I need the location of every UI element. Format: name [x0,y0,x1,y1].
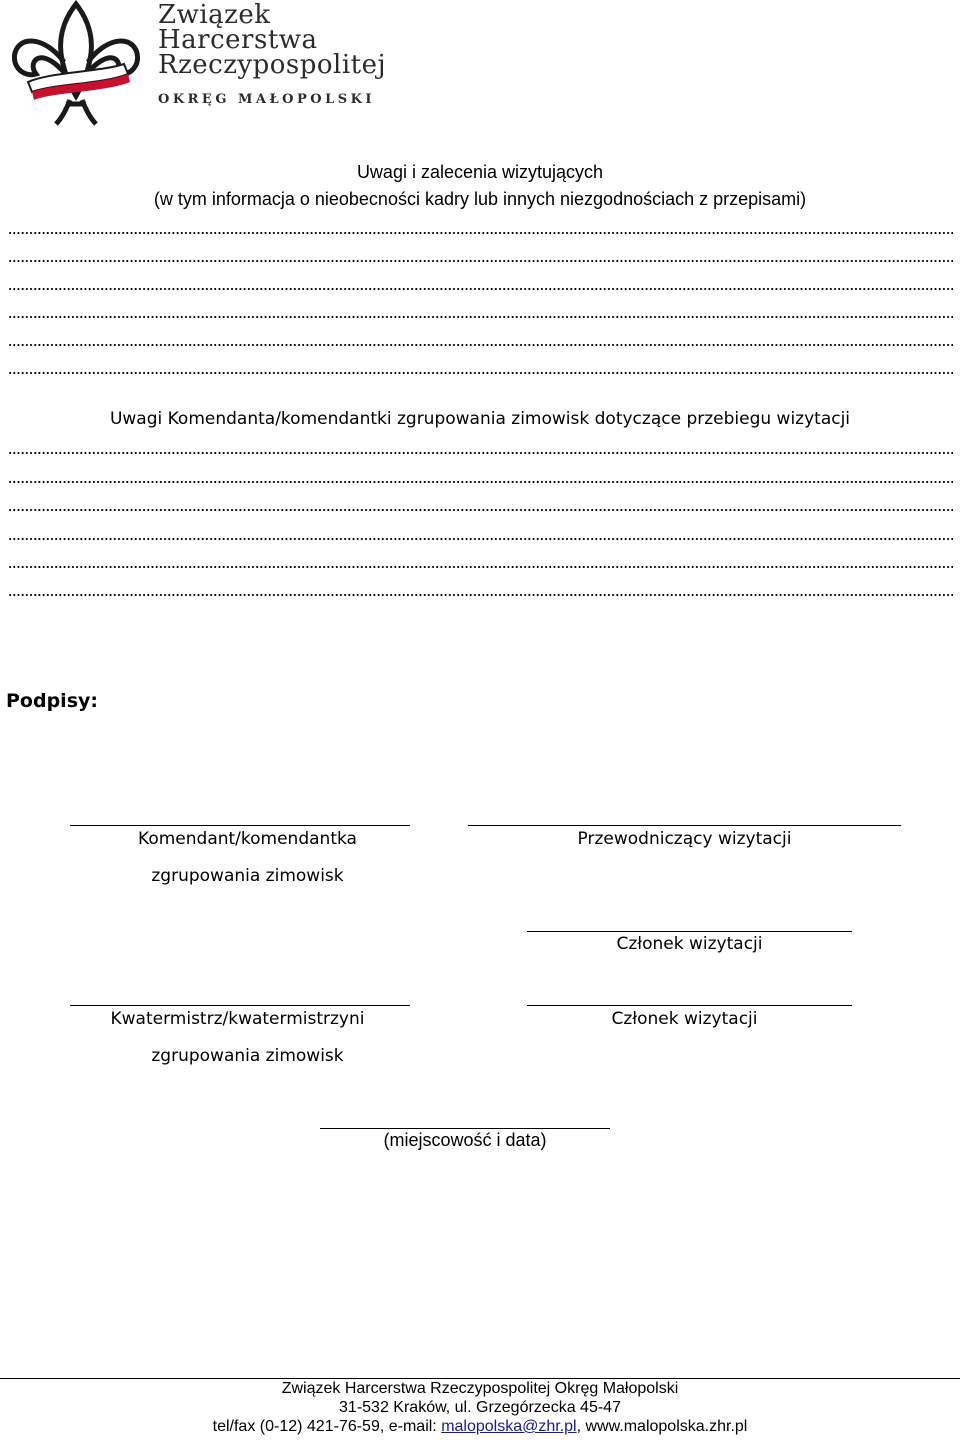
dotted-line [8,259,953,263]
kwatermistrz-sublabel: zgrupowania zimowisk [151,1046,344,1066]
dotted-line [8,315,953,319]
footer-address: 31-532 Kraków, ul. Grzegórzecka 45-47 [339,1399,621,1416]
dotted-line [8,343,953,347]
dotted-line [8,480,953,484]
komendant-sublabel: zgrupowania zimowisk [151,866,344,886]
signature-line-miejscowosc [320,1128,610,1129]
dotted-line [8,371,953,375]
org-name-line3: Rzeczypospolitej [158,50,387,80]
przewodniczacy-label: Przewodniczący wizytacji [577,829,792,849]
footer-contact [0,1418,960,1436]
footer-website: , www.malopolska.zhr.pl [576,1418,748,1435]
dotted-line [8,593,953,597]
footer-phone: tel/fax (0-12) 421-76-59, e-mail: [212,1418,442,1435]
dotted-line [8,537,953,541]
kwatermistrz-label: Kwatermistrz/kwatermistrzyni [110,1009,365,1029]
dotted-line [8,287,953,291]
komendant-label: Komendant/komendantka [138,829,357,849]
org-name-line2: Harcerstwa [158,25,318,55]
signature-line-komendant [70,825,410,826]
signature-line-przewodniczacy [468,825,901,826]
dotted-line [8,451,953,455]
org-district: OKRĘG MAŁOPOLSKI [158,92,376,107]
czlonek2-label: Członek wizytacji [611,1009,758,1029]
fleur-de-lis-logo-icon [10,0,150,130]
signatures-heading: Podpisy: [6,690,98,712]
dotted-line [8,508,953,512]
section1-title-line2: (w tym informacja o nieobecności kadry lub innych niezgodnościach z przepisami) [153,189,807,209]
dotted-line [8,231,953,235]
section2-title: Uwagi Komendanta/komendantki zgrupowania zimowisk dotyczące przebiegu wizytacji [109,409,851,429]
footer-email-link[interactable]: malopolska@zhr.pl [441,1418,577,1435]
czlonek1-label: Członek wizytacji [616,934,763,954]
signature-line-czlonek2 [527,1005,852,1006]
dotted-line [8,565,953,569]
footer-org: Związek Harcerstwa Rzeczypospolitej Okręg Małopolski [281,1380,679,1397]
signature-line-czlonek1 [527,931,852,932]
place-date-label: (miejscowość i data) [383,1130,547,1150]
signature-line-kwatermistrz [70,1005,410,1006]
footer-divider [0,1378,960,1379]
section1-title-line1: Uwagi i zalecenia wizytujących [356,162,604,182]
org-name-line1: Związek [158,0,271,30]
